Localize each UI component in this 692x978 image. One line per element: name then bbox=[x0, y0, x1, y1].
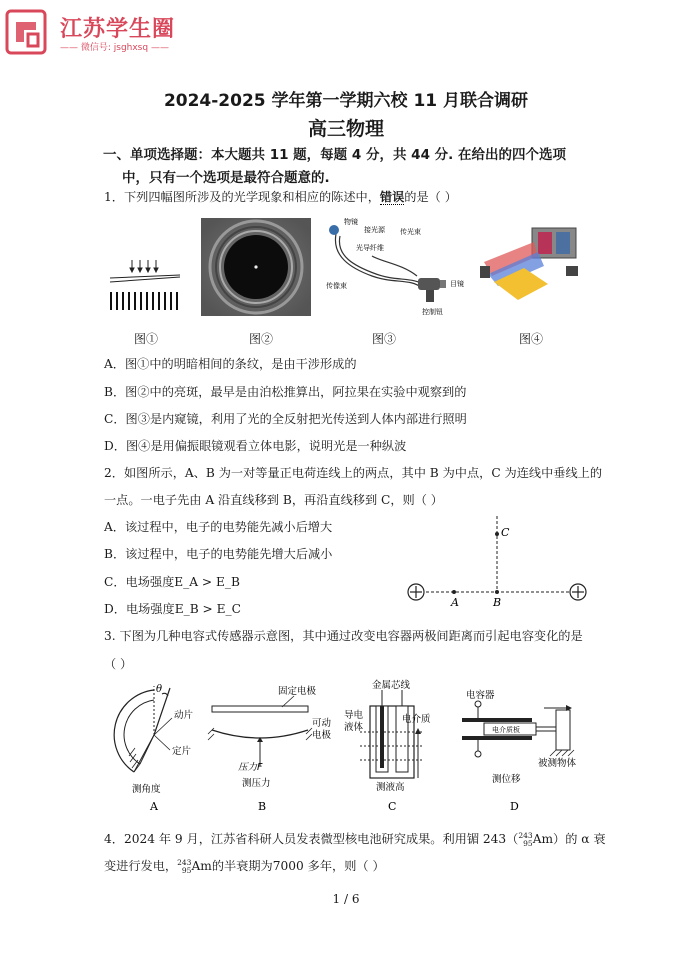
positive-charge-right bbox=[570, 584, 586, 600]
fig-a-moving-plate: 动片 bbox=[174, 710, 194, 721]
q4-stem-line2-suffix: 的半衰期为7000 多年，则（ ） bbox=[211, 859, 385, 873]
fig-a-caption: 测角度 bbox=[132, 784, 161, 795]
fig-c-caption: 测液高 bbox=[376, 782, 405, 793]
fig3-label-control-knob: 控制钮 bbox=[422, 308, 443, 316]
q1-caption-3: 图③ bbox=[372, 332, 397, 346]
q1-option-a: A．图①中的明暗相间的条纹，是由干涉形成的 bbox=[104, 357, 357, 371]
fig-b-caption: 测压力 bbox=[242, 778, 271, 789]
fig-c-dielectric: 电介质 bbox=[402, 714, 431, 725]
q3-stem-line1: 3. 下图为几种电容式传感器示意图，其中通过改变电容器两极间距离而引起电容变化的是 bbox=[104, 629, 583, 643]
q1-option-b: B．图②中的亮斑，最早是由泊松推算出，阿拉果在实验中观察到的 bbox=[104, 385, 467, 399]
q2-option-b: B．该过程中，电子的电势能先增大后减小 bbox=[104, 547, 333, 561]
q3-figure-d bbox=[448, 680, 584, 813]
q4-stem-line1 bbox=[104, 830, 606, 848]
q4-nuclide-symbol-2: Am bbox=[191, 859, 212, 873]
q1-figure-4 bbox=[474, 222, 592, 312]
q1-caption-1: 图① bbox=[134, 332, 159, 346]
q1-stem-emphasis: 错误 bbox=[379, 190, 405, 204]
q1-option-c: C．图③是内窥镜，利用了光的全反射把光传送到人体内部进行照明 bbox=[104, 412, 467, 426]
fig-b-letter: B bbox=[258, 800, 267, 813]
fig-b-movable-line1: 可动 bbox=[312, 718, 332, 729]
q4-mass-number-2: 243 bbox=[177, 857, 192, 867]
logo-title: 江苏学生圈 bbox=[60, 17, 176, 42]
logo-mark-icon bbox=[6, 10, 46, 54]
q1-stem-prefix: 1．下列四幅图所涉及的光学现象和相应的陈述中， bbox=[104, 190, 380, 204]
q4-stem-line2-prefix: 变进行发电， bbox=[104, 859, 178, 873]
q4-nuclide-symbol: Am bbox=[532, 832, 554, 846]
q3-figure-a bbox=[104, 680, 214, 813]
q3-stem-line2: （ ） bbox=[104, 657, 133, 671]
q3-figure-c bbox=[340, 676, 448, 813]
site-logo bbox=[0, 6, 190, 58]
q1-option-d: D．图④是用偏振眼镜观看立体电影，说明光是一种纵波 bbox=[104, 439, 407, 453]
fig3-label-objective: 物镜 bbox=[344, 218, 358, 226]
fig3-label-optical-fiber: 光导纤维 bbox=[356, 244, 384, 252]
point-c-label: C bbox=[501, 526, 510, 539]
q4-stem-line2 bbox=[104, 857, 385, 875]
q2-option-c: C．电场强度E_A > E_B bbox=[104, 575, 240, 589]
fig-d-measured-object: 被测物体 bbox=[538, 758, 577, 769]
fig3-label-light-beam: 传光束 bbox=[400, 228, 421, 236]
fig-d-capacitor: 电容器 bbox=[466, 690, 495, 701]
q4-atomic-number: 95 bbox=[523, 838, 533, 848]
q1-stem-suffix: 的是（ ） bbox=[404, 190, 457, 204]
point-a-label: A bbox=[451, 596, 459, 609]
fig-c-letter: C bbox=[388, 800, 397, 813]
q4-stem-prefix: 4．2024 年 9 月，江苏省科研人员发表微型核电池研究成果。利用镅 243（ bbox=[104, 832, 519, 846]
q4-stem-suffix: ）的 α 衰 bbox=[553, 832, 606, 846]
q3-figure-b bbox=[208, 680, 338, 813]
fig-a-fixed-plate: 定片 bbox=[172, 746, 192, 757]
q1-figure-1 bbox=[104, 258, 184, 314]
fig-b-movable-line2: 电极 bbox=[312, 730, 332, 741]
logo-subtitle: —— 微信号: jsghxsq —— bbox=[60, 43, 169, 53]
fig-d-caption: 测位移 bbox=[492, 774, 521, 785]
q2-stem-line1: 2．如图所示，A、B 为一对等量正电荷连线上的两点，其中 B 为中点，C 为连线中垂线上的 bbox=[104, 466, 603, 480]
fig3-label-image-bundle: 传像束 bbox=[326, 282, 347, 290]
fig-d-letter: D bbox=[510, 800, 519, 813]
fig-b-fixed-electrode: 固定电极 bbox=[278, 686, 317, 697]
fig3-label-light-source: 接光源 bbox=[364, 226, 385, 234]
fig-c-core-wire: 金属芯线 bbox=[372, 680, 411, 691]
page-number: 1 / 6 bbox=[332, 892, 360, 906]
q2-option-a: A．该过程中，电子的电势能先减小后增大 bbox=[104, 520, 333, 534]
section-heading-line2: 中，只有一个选项是最符合题意的. bbox=[122, 170, 330, 186]
q1-figure-2 bbox=[201, 218, 311, 316]
positive-charge-left bbox=[408, 584, 424, 600]
q1-figure-3 bbox=[322, 216, 472, 320]
fig-c-liquid-line1: 导电 bbox=[344, 710, 364, 721]
q1-caption-2: 图② bbox=[249, 332, 274, 346]
q1-stem bbox=[104, 188, 457, 205]
exam-title: 2024-2025 学年第一学期六校 11 月联合调研 bbox=[163, 91, 529, 111]
fig-b-force: 压力F bbox=[238, 762, 263, 773]
fig-c-liquid-line2: 液体 bbox=[344, 722, 364, 733]
fig-d-dielectric-plate: 电介质板 bbox=[492, 726, 520, 734]
q2-stem-line2: 一点。一电子先由 A 沿直线移到 B，再沿直线移到 C，则（ ） bbox=[104, 493, 443, 507]
q1-caption-4: 图④ bbox=[519, 332, 544, 346]
exam-subject: 高三物理 bbox=[307, 118, 384, 140]
section-heading-line1: 一、单项选择题：本大题共 11 题，每题 4 分，共 44 分. 在给出的四个选项 bbox=[103, 147, 566, 163]
point-b-label: B bbox=[493, 596, 502, 609]
fig3-label-eyepiece: 目镜 bbox=[450, 280, 464, 288]
q2-option-d: D．电场强度E_B > E_C bbox=[104, 602, 241, 616]
q4-mass-number: 243 bbox=[518, 830, 533, 840]
q4-nuclide-numbers bbox=[518, 832, 532, 848]
q4-nuclide-numbers-2 bbox=[177, 859, 191, 875]
q2-figure bbox=[404, 512, 596, 608]
q4-atomic-number-2: 95 bbox=[181, 865, 192, 875]
fig-a-letter: A bbox=[150, 800, 158, 813]
fig-a-theta: θ bbox=[156, 684, 163, 695]
